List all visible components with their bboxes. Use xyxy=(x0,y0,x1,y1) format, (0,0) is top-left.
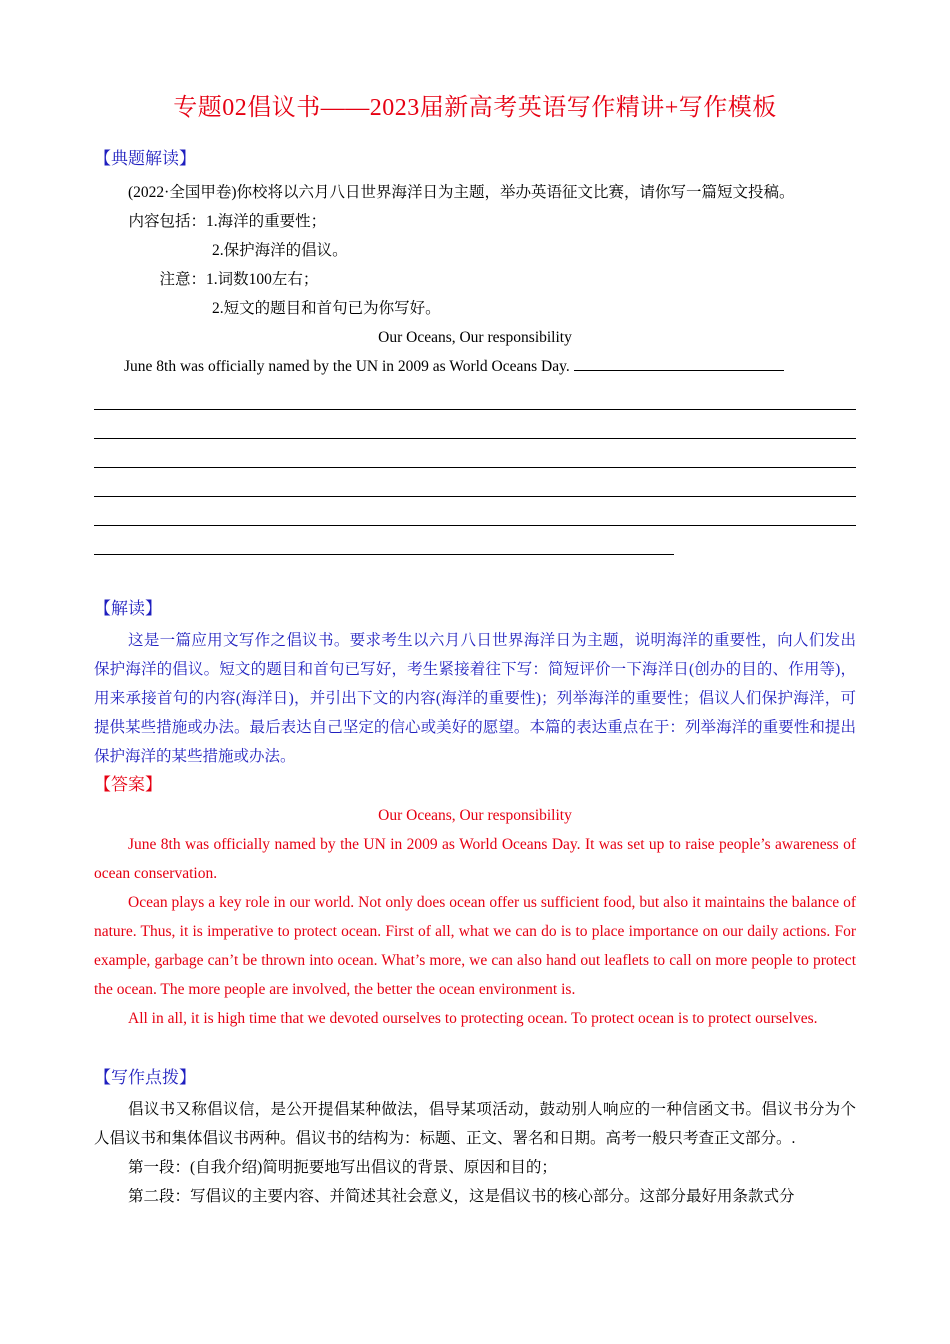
example-heading: 【典题解读】 xyxy=(94,149,196,168)
document-title: 专题02倡议书——2023届新高考英语写作精讲+写作模板 xyxy=(173,95,777,121)
answer-section xyxy=(94,772,856,798)
content-item-2: 2.保护海洋的倡议。 xyxy=(212,242,348,259)
writing-blank-line xyxy=(94,468,856,497)
note-item-1: 1.词数100左右； xyxy=(206,271,319,288)
example-prompt: (2022·全国甲卷)你校将以六月八日世界海洋日为主题，举办英语征文比赛，请你写一篇短文投稿。 xyxy=(128,184,795,201)
answer-paragraph-1: June 8th was officially named by the UN in 2009 as World Oceans Day. It was set up to raise people’s awareness of ocean conservation. xyxy=(94,836,856,882)
answer-paragraph-3: All in all, it is high time that we devoted ourselves to protecting ocean. To protect ocean is to protect ourselves. xyxy=(128,1010,818,1027)
note-item-2: 2.短文的题目和首句已为你写好。 xyxy=(212,300,441,317)
essay-title: Our Oceans, Our responsibility xyxy=(378,329,572,346)
example-section xyxy=(94,146,856,172)
writing-blank-inline xyxy=(574,354,784,371)
tips-body xyxy=(94,1095,856,1211)
analysis-text: 这是一篇应用文写作之倡议书。要求考生以六月八日世界海洋日为主题，说明海洋的重要性，向人们发出保护海洋的倡议。短文的题目和首句已写好，考生紧接着往下写：简短评价一下海洋日(创办的目的、作用等)，用来承接首句的内容(海洋日)，并引出下文的内容(海洋的重要性)；列举海洋的重要性；倡议人们保护海洋，可提供某些措施或办法。最后表达自己坚定的信心或美好的愿望。本篇的表达重点在于：列举海洋的重要性和提出保护海洋的某些措施或办法。 xyxy=(94,632,856,765)
tips-section xyxy=(94,1065,856,1091)
analysis-body xyxy=(94,626,856,771)
example-body xyxy=(94,178,856,555)
writing-blank-line-short xyxy=(94,526,674,555)
first-sentence: June 8th was officially named by the UN in 2009 as World Oceans Day. xyxy=(124,358,570,375)
first-sentence-row xyxy=(94,352,856,381)
answer-paragraph-2: Ocean plays a key role in our world. Not only does ocean offer us sufficient food, but also it maintains the balance of nature. Thus, it is imperative to protect ocean. First of all, what we can do is to place importance on our daily actions. For example, garbage can’t be thrown into ocean. What’s more, we can also hand out leaflets to call on more people to protect the ocean. The more people are involved, the better the ocean environment is. xyxy=(94,894,856,998)
analysis-section xyxy=(94,596,856,622)
writing-blank-line xyxy=(94,497,856,526)
content-item-1: 1.海洋的重要性； xyxy=(206,213,327,230)
tips-paragraph-1: 倡议书又称倡议信，是公开提倡某种做法，倡导某项活动，鼓动别人响应的一种信函文书。倡议书分为个人倡议书和集体倡议书两种。倡议书的结构为：标题、正文、署名和日期。高考一般只考查正文部分。. xyxy=(94,1101,856,1147)
answer-essay-title: Our Oceans, Our responsibility xyxy=(378,807,572,824)
tips-paragraph-2: 第一段：(自我介绍)简明扼要地写出倡议的背景、原因和目的； xyxy=(128,1159,557,1176)
writing-blank-line xyxy=(94,439,856,468)
tips-paragraph-3: 第二段：写倡议的主要内容、并简述其社会意义，这是倡议书的核心部分。这部分最好用条款式分 xyxy=(128,1188,795,1205)
note-label: 注意： xyxy=(159,271,206,288)
note-row-1 xyxy=(94,265,856,294)
writing-blank-line xyxy=(94,410,856,439)
answer-body xyxy=(94,801,856,1033)
answer-heading: 【答案】 xyxy=(94,775,162,794)
content-label: 内容包括： xyxy=(128,213,206,230)
content-row-1 xyxy=(94,207,856,236)
analysis-heading: 【解读】 xyxy=(94,599,162,618)
tips-heading: 【写作点拨】 xyxy=(94,1068,196,1087)
writing-blank-line xyxy=(94,381,856,410)
